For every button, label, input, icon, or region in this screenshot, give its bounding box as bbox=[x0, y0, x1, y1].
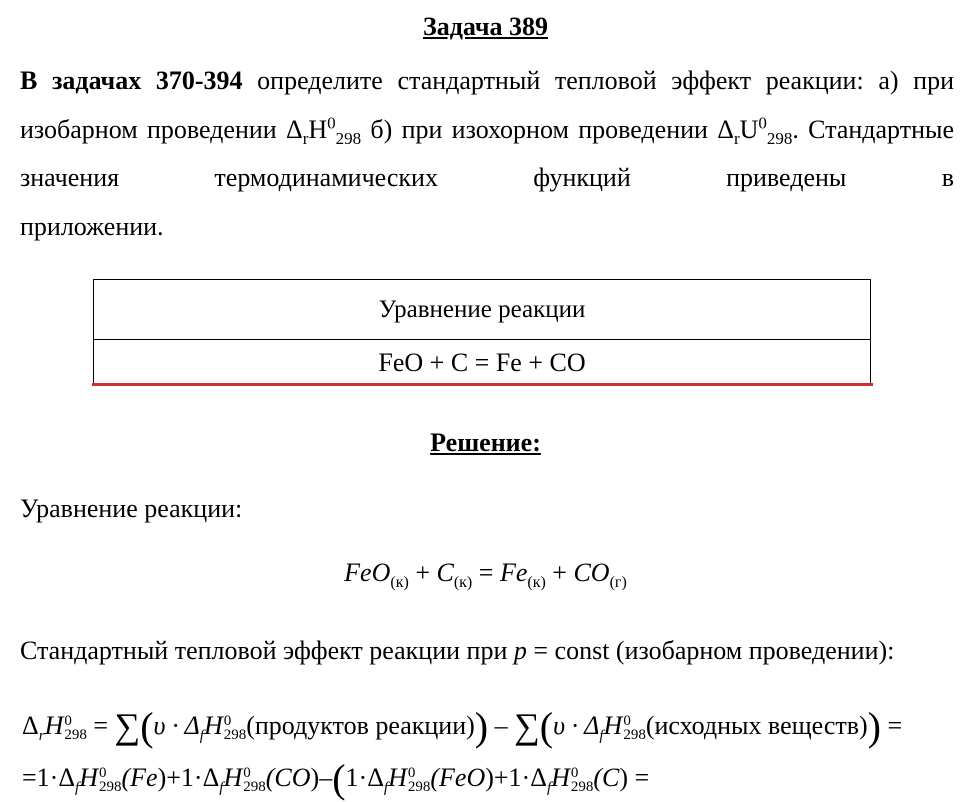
equals-sign: = bbox=[881, 711, 903, 740]
species-fe: Fe bbox=[499, 558, 528, 587]
statement-last-line: приложении. bbox=[20, 211, 164, 241]
pressure-symbol: p bbox=[513, 636, 527, 665]
sub-f: f bbox=[599, 728, 604, 745]
sup-zero: 0 bbox=[327, 112, 336, 132]
sup-sub-stack: 0 298 bbox=[64, 713, 87, 744]
phase-label: (к) bbox=[527, 574, 546, 592]
close-term: )– bbox=[310, 763, 333, 792]
sub-298: 298 bbox=[766, 128, 793, 148]
species-feo: (FeO bbox=[430, 763, 486, 792]
const-text-after: = const (изобарном проведении): bbox=[526, 636, 895, 665]
sub-298: 298 bbox=[335, 128, 362, 148]
coef-term: =1·Δ bbox=[22, 763, 76, 792]
phase-label: (к) bbox=[453, 574, 473, 592]
plus-sign: + bbox=[545, 558, 574, 587]
tail-term: ) = bbox=[619, 763, 650, 792]
sum-sign: ∑ bbox=[514, 706, 540, 746]
task-range-bold: В задачах 370-394 bbox=[20, 66, 243, 95]
const-text-before: Стандартный тепловой эффект реакции при bbox=[20, 636, 514, 665]
symbol-h: H bbox=[44, 711, 64, 740]
solution-heading: Решение: bbox=[430, 428, 541, 457]
sub-r: r bbox=[38, 728, 45, 745]
plus-sign: + bbox=[408, 558, 437, 587]
sub-r: r bbox=[302, 128, 309, 148]
products-term: (продуктов реакции) bbox=[246, 711, 475, 740]
phase-label: (г) bbox=[609, 574, 627, 592]
enthalpy-formula-continued: $=1\cdot\Delta_fH$ 0 298 $(Fe)+1\cdot\Delta_fH$ 0 298 $(CO)-(1\cdot\Delta_fH$ 0 298 $(FeO)+1\cdot\Delta_fH$ 0 298 (C) = bbox=[22, 756, 650, 801]
symbol-h: H bbox=[203, 711, 223, 740]
upsilon-delta: υ · Δ bbox=[553, 711, 600, 740]
species-feo: FeO bbox=[344, 558, 391, 587]
minus-sign: – bbox=[488, 711, 515, 740]
species-fe: (Fe bbox=[121, 763, 158, 792]
coef-term: )+1·Δ bbox=[157, 763, 220, 792]
open-paren: ( bbox=[539, 704, 554, 749]
sup-sub-stack: 0 298 bbox=[223, 713, 247, 744]
reaction-table bbox=[93, 279, 871, 385]
open-paren: ( bbox=[332, 756, 346, 801]
sub-r: r bbox=[733, 128, 740, 148]
sup-zero: 0 bbox=[758, 112, 767, 132]
statement-text-c: . Стандартные значения термодинамических функций приведены в bbox=[20, 114, 955, 192]
species-co: (CO bbox=[265, 763, 311, 792]
table-header: Уравнение реакции bbox=[94, 280, 870, 340]
symbol-h: H bbox=[603, 711, 623, 740]
equals-sign: = bbox=[86, 711, 115, 740]
task-title: Задача 389 bbox=[423, 12, 548, 41]
statement-text-a: определите стандартный тепловой эффект реакции: а) при изобарном проведении Δ bbox=[20, 66, 954, 144]
reaction-equation bbox=[0, 558, 971, 592]
table-row: FeO + C = Fe + CO bbox=[378, 348, 586, 377]
enthalpy-formula bbox=[22, 703, 902, 750]
sum-sign: ∑ bbox=[114, 706, 141, 746]
task-statement bbox=[20, 57, 954, 251]
species-c: (C bbox=[593, 763, 620, 792]
symbol-h: H bbox=[308, 114, 328, 144]
constant-pressure-line bbox=[20, 636, 894, 666]
equation-label: Уравнение реакции: bbox=[20, 494, 243, 523]
species-co: CO bbox=[573, 558, 610, 587]
coef-term: )+1·Δ bbox=[485, 763, 547, 792]
phase-label: (к) bbox=[390, 574, 409, 592]
sup-sub-stack: 0 298 bbox=[623, 713, 646, 744]
upsilon-delta: υ · Δ bbox=[153, 711, 200, 740]
sub-f: f bbox=[199, 728, 204, 745]
symbol-u: U bbox=[739, 114, 759, 144]
coef-term: 1·Δ bbox=[345, 763, 384, 792]
species-c: C bbox=[436, 558, 454, 587]
delta-symbol: Δ bbox=[22, 711, 39, 740]
close-paren: ) bbox=[867, 704, 881, 749]
open-paren: ( bbox=[140, 704, 154, 749]
statement-text-b: б) при изохорном проведении Δ bbox=[361, 114, 734, 144]
close-paren: ) bbox=[474, 704, 489, 749]
equals-sign: = bbox=[472, 558, 500, 587]
reactants-term: (исходных веществ) bbox=[645, 711, 868, 740]
red-divider bbox=[92, 383, 873, 386]
